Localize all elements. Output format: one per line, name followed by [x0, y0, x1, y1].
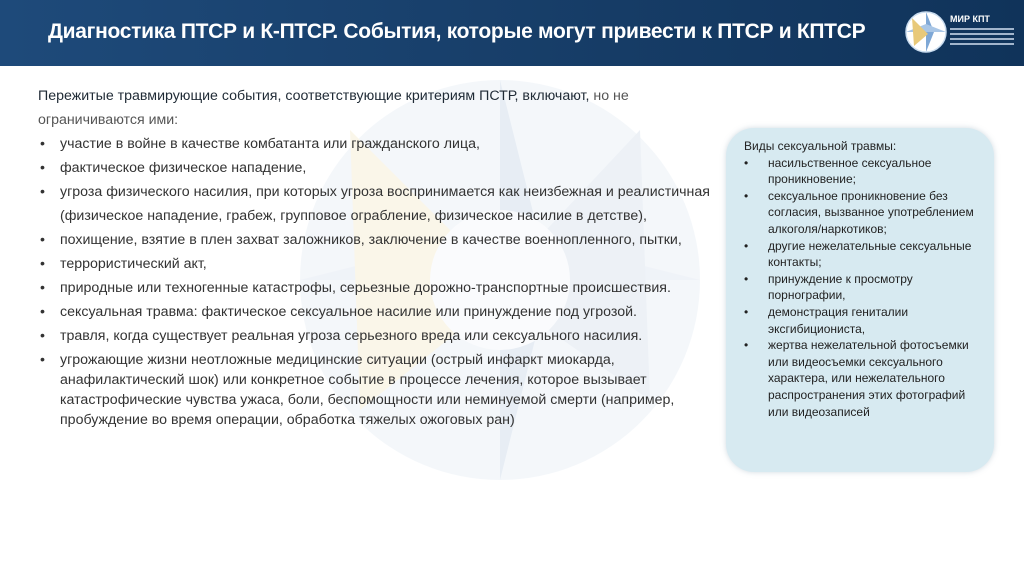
sexual-trauma-box — [726, 128, 994, 472]
list-item: • угроза физического насилия, при которых угроза воспринимается как неизбежная и реалистичная (физическое нападение, грабеж, групповое ограбление, физическое насилие в детстве), — [38, 180, 718, 228]
event-list — [38, 132, 718, 430]
list-item: • другие нежелательные сексуальные контакты; — [744, 238, 980, 271]
list-item: • участие в войне в качестве комбатанта или гражданского лица, — [38, 132, 718, 156]
intro-strong: Пережитые травмирующие события, соответствующие критериям ПСТР, включают, — [38, 88, 590, 104]
sidebox-content — [744, 138, 980, 420]
list-item: • фактическое физическое нападение, — [38, 156, 718, 180]
sidebox-title: Виды сексуальной травмы: — [744, 139, 897, 153]
logo-subtitle-lines — [950, 26, 1014, 48]
sidebox-list — [744, 155, 980, 421]
logo-text: МИР КПТ — [950, 14, 990, 24]
list-item: • принуждение к просмотру порнографии, — [744, 271, 980, 304]
list-item: • террористический акт, — [38, 252, 718, 276]
list-item: • угрожающие жизни неотложные медицинские ситуации (острый инфаркт миокарда, анафилактический шок) или конкретное событие в процессе лечения, которое вызывает катастрофические чувства ужаса, боли, беспомощности или неминуемой смерти (например, пробуждение во время операции, обработка тяжелых ожоговых ран) — [38, 350, 718, 430]
main-content — [38, 84, 718, 430]
list-item: • травля, когда существует реальная угроза серьезного вреда или сексуального насилия. — [38, 324, 718, 348]
list-item: • жертва нежелательной фотосъемки или видеосъемки сексуального характера, или нежелательного распространения этих фотографий или видеозаписей — [744, 337, 980, 420]
list-item: • сексуальная травма: фактическое сексуальное насилие или принуждение под угрозой. — [38, 300, 718, 324]
list-item: • похищение, взятие в плен захват заложников, заключение в качестве военнопленного, пытки, — [38, 228, 718, 252]
list-item: • насильственное сексуальное проникновение; — [744, 155, 980, 188]
list-item: • сексуальное проникновение без согласия, вызванное употреблением алкоголя/наркотиков; — [744, 188, 980, 238]
header-bar — [0, 0, 1024, 66]
list-item: • природные или техногенные катастрофы, серьезные дорожно-транспортные происшествия. — [38, 276, 718, 300]
logo-globe-icon — [904, 10, 948, 54]
intro-soft: но не ограничиваются ими: — [38, 88, 629, 128]
list-item: • демонстрация гениталии эксгибициониста, — [744, 304, 980, 337]
page-title: Диагностика ПТСР и К-ПТСР. События, которые могут привести к ПТСР и КПТСР — [48, 20, 866, 43]
logo — [902, 8, 1020, 60]
intro-paragraph — [38, 84, 718, 132]
